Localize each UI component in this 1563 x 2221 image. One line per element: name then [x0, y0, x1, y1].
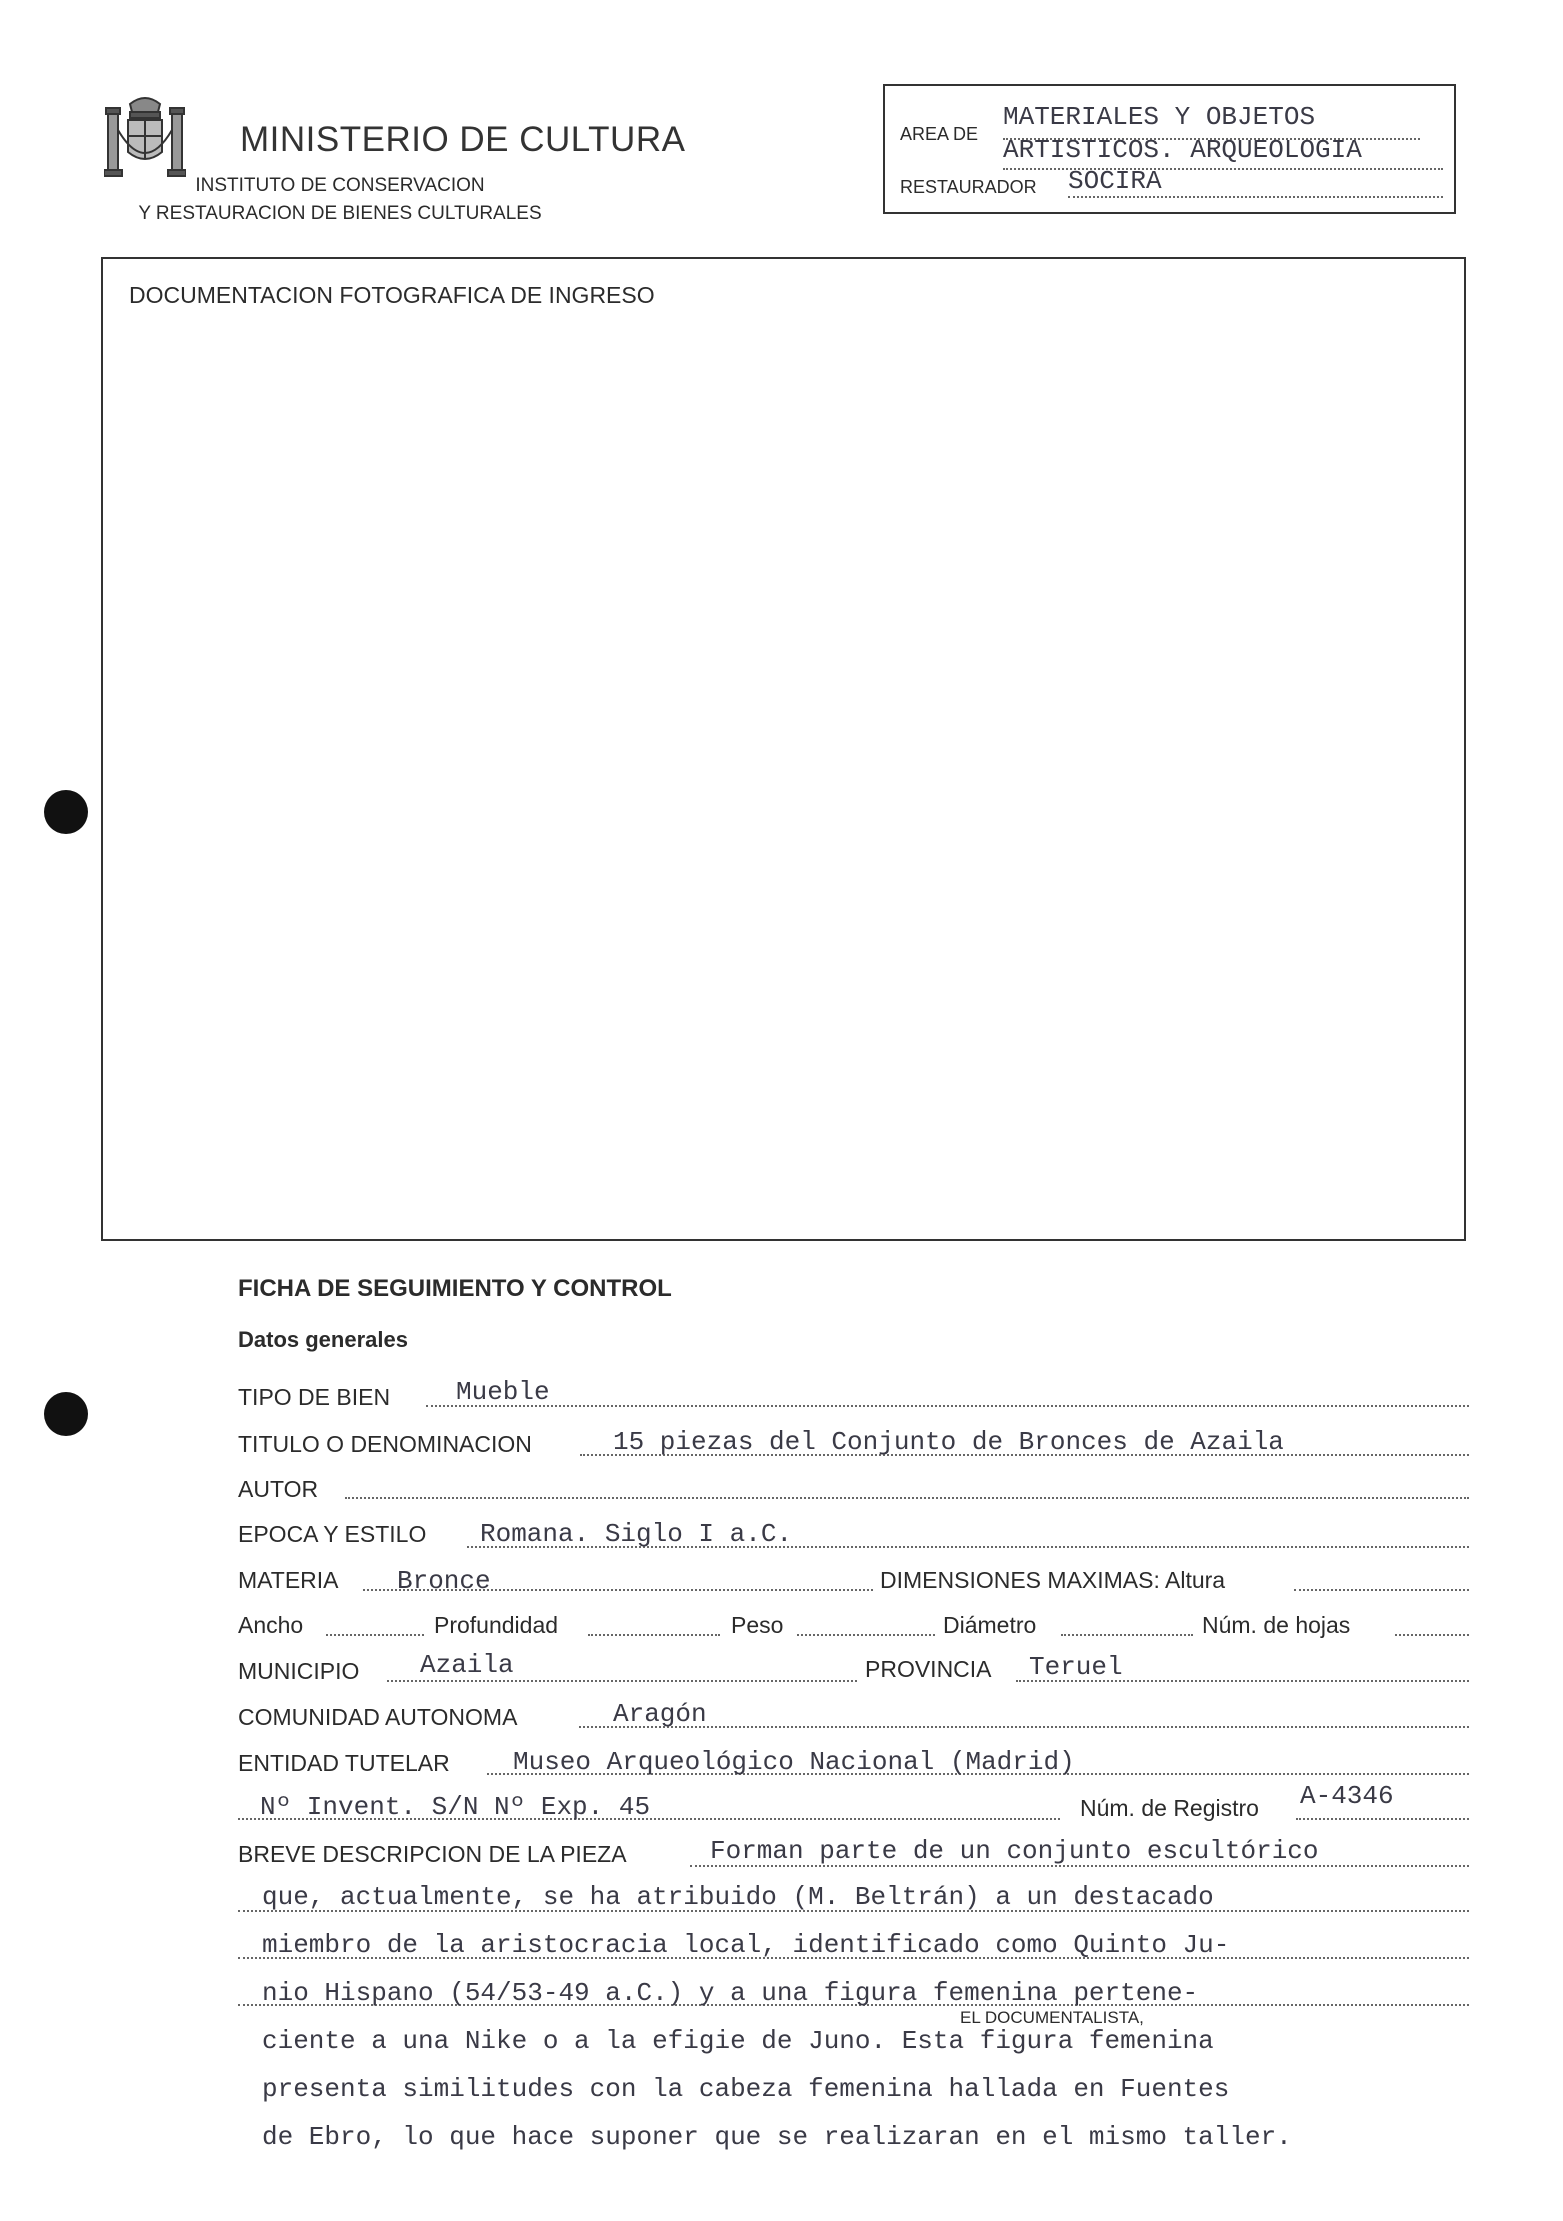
- documentalista-label: EL DOCUMENTALISTA,: [960, 2008, 1144, 2027]
- invent-value: Nº Invent. S/N Nº Exp. 45: [260, 1792, 651, 1822]
- profundidad-label: Profundidad: [434, 1612, 559, 1638]
- area-label: AREA DE: [900, 124, 979, 144]
- descripcion-text-line: ciente a una Nike o a la efigie de Juno. Esta figura femenina: [262, 2026, 1214, 2056]
- registro-line: [1296, 1818, 1469, 1820]
- restaurador-label: RESTAURADOR: [900, 177, 1037, 197]
- descripcion-text-line: miembro de la aristocracia local, identificado como Quinto Ju-: [262, 1930, 1230, 1960]
- hojas-label: Núm. de hojas: [1202, 1612, 1351, 1638]
- titulo-label: TITULO O DENOMINACION: [238, 1431, 532, 1457]
- titulo-value: 15 piezas del Conjunto de Bronces de Azaila: [613, 1427, 1284, 1457]
- peso-line: [797, 1634, 935, 1636]
- municipio-label: MUNICIPIO: [238, 1658, 360, 1684]
- diametro-label: Diámetro: [943, 1612, 1037, 1638]
- ancho-line: [326, 1634, 424, 1636]
- tipo-label: TIPO DE BIEN: [238, 1384, 391, 1410]
- tipo-line: [426, 1405, 1469, 1407]
- altura-line: [1294, 1589, 1469, 1591]
- restaurador-value: SOCIRA: [1068, 166, 1162, 196]
- comunidad-line: [579, 1726, 1469, 1728]
- materia-label: MATERIA: [238, 1567, 339, 1593]
- institute-line-1: INSTITUTO DE CONSERVACION: [195, 175, 485, 196]
- autor-line: [345, 1497, 1469, 1499]
- entidad-value: Museo Arqueológico Nacional (Madrid): [513, 1747, 1075, 1777]
- provincia-value: Teruel: [1029, 1652, 1123, 1682]
- peso-label: Peso: [731, 1612, 784, 1638]
- diametro-line: [1061, 1634, 1193, 1636]
- materia-value: Bronce: [397, 1566, 491, 1596]
- punch-hole: [44, 1392, 88, 1436]
- descripcion-text-line: que, actualmente, se ha atribuido (M. Beltrán) a un destacado: [262, 1882, 1214, 1912]
- form-title: FICHA DE SEGUIMIENTO Y CONTROL: [238, 1275, 672, 1302]
- descripcion-text-line: nio Hispano (54/53-49 a.C.) y a una figura femenina pertene-: [262, 1978, 1199, 2008]
- entidad-label: ENTIDAD TUTELAR: [238, 1750, 450, 1776]
- institute-line-2: Y RESTAURACION DE BIENES CULTURALES: [138, 203, 542, 224]
- hojas-line: [1395, 1634, 1469, 1636]
- autor-label: AUTOR: [238, 1476, 319, 1502]
- epoca-label: EPOCA Y ESTILO: [238, 1521, 427, 1547]
- restaurador-line: [1068, 196, 1443, 198]
- registro-value: A-4346: [1300, 1781, 1394, 1811]
- form-subtitle: Datos generales: [238, 1327, 408, 1352]
- photo-documentation-box: [101, 257, 1466, 1241]
- descripcion-text-line: presenta similitudes con la cabeza femenina hallada en Fuentes: [262, 2074, 1230, 2104]
- ministry-title: MINISTERIO DE CULTURA: [240, 120, 686, 159]
- comunidad-value: Aragón: [613, 1699, 707, 1729]
- ancho-label: Ancho: [238, 1612, 304, 1638]
- coat-of-arms-icon: [104, 90, 186, 180]
- profundidad-line: [588, 1634, 720, 1636]
- dimensiones-label: DIMENSIONES MAXIMAS: Altura: [880, 1567, 1226, 1593]
- descripcion-text-line: de Ebro, lo que hace suponer que se realizaran en el mismo taller.: [262, 2122, 1292, 2152]
- area-value-line-2: ARTISTICOS. ARQUEOLOGIA: [1003, 135, 1362, 165]
- descripcion-label: BREVE DESCRIPCION DE LA PIEZA: [238, 1841, 627, 1867]
- descripcion-text-line: Forman parte de un conjunto escultórico: [710, 1836, 1319, 1866]
- tipo-value: Mueble: [456, 1377, 550, 1407]
- comunidad-label: COMUNIDAD AUTONOMA: [238, 1704, 518, 1730]
- photo-section-title: DOCUMENTACION FOTOGRAFICA DE INGRESO: [129, 282, 655, 308]
- registro-label: Núm. de Registro: [1080, 1795, 1259, 1821]
- municipio-line: [387, 1680, 857, 1682]
- provincia-label: PROVINCIA: [865, 1656, 992, 1682]
- epoca-value: Romana. Siglo I a.C.: [480, 1519, 793, 1549]
- municipio-value: Azaila: [420, 1650, 514, 1680]
- area-value-line-1: MATERIALES Y OBJETOS: [1003, 102, 1316, 132]
- punch-hole: [44, 790, 88, 834]
